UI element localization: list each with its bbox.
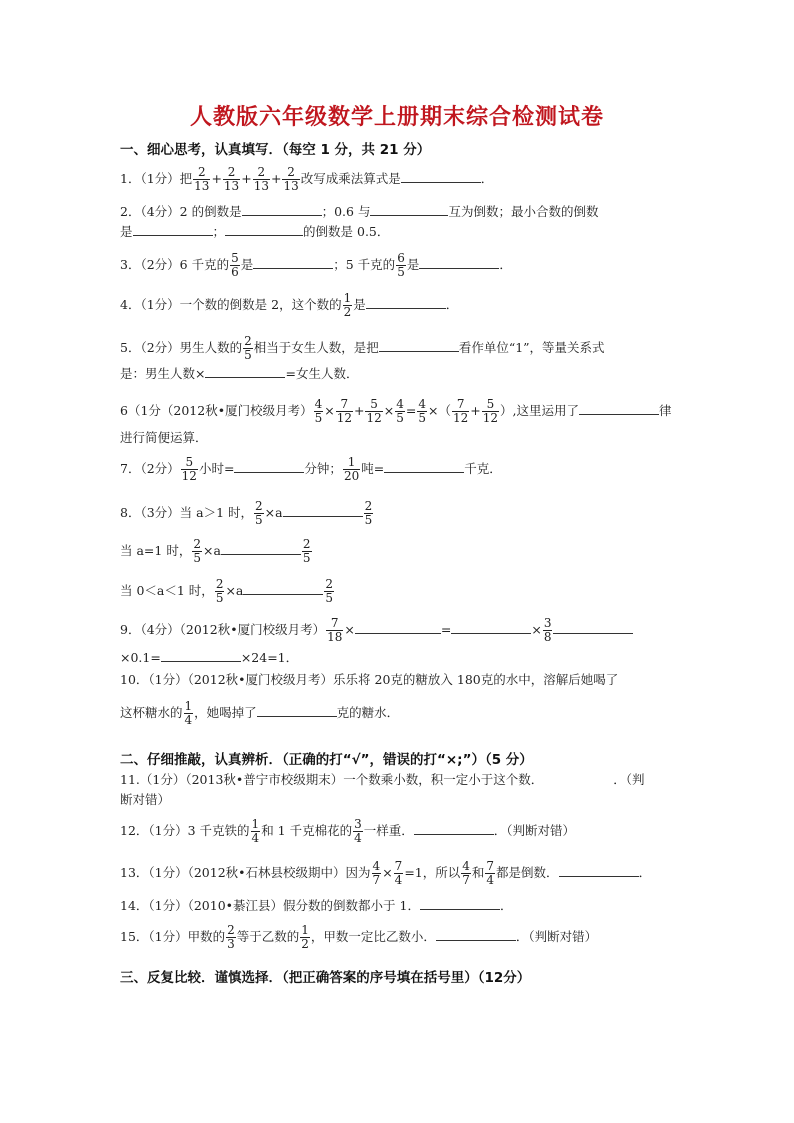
question-5: 5．（2分）男生人数的 $\frac{2}{5}$ 相当于女生人数，是把 看作单位“1”，等量关系式 [120, 334, 605, 362]
answer-blank[interactable] [225, 222, 303, 236]
fraction: $\frac{7}{12}$ [336, 397, 352, 425]
answer-blank[interactable] [133, 222, 213, 236]
fraction: $\frac{2}{5}$ [325, 577, 334, 605]
question-10: 10．（1分）（2012秋•厦门校级月考）乐乐将 20克的糖放入 180克的水中，溶解后她喝了 [120, 672, 619, 687]
fraction: $\frac{2}{5}$ [364, 499, 373, 527]
answer-blank[interactable] [451, 620, 531, 634]
answer-blank[interactable] [205, 364, 285, 378]
answer-blank[interactable] [420, 896, 500, 910]
page-title: 人教版六年级数学上册期末综合检测试卷 [189, 105, 604, 130]
fraction: $\frac{2}{13}$ [194, 165, 210, 193]
answer-blank[interactable] [221, 541, 301, 555]
question-12: 12．（1分）3 千克铁的 $\frac{1}{4}$ 和 1 千克棉花的 $\frac{3}{4}$ 一样重． ．（判断对错） [120, 817, 576, 845]
answer-blank[interactable] [414, 821, 494, 835]
fraction: $\frac{7}{18}$ [327, 616, 343, 644]
answer-blank[interactable] [384, 459, 464, 473]
question-6-cont: 进行简便运算． [120, 430, 208, 445]
answer-blank[interactable] [257, 703, 337, 717]
question-6: 6（1分（2012秋•厦门校级月考） $\frac{4}{5}$ × $\frac{7}{12}$ + $\frac{5}{12}$ × $\frac{4}{5}$ = $\frac{4}{5}$ ×（ $\frac{7}{12}$ + $\frac{5}{12}$ ）,这里运用了 律 [120, 397, 672, 425]
answer-blank[interactable] [243, 581, 323, 595]
question-5-cont: 是：男生人数× =女生人数． [120, 366, 359, 381]
fraction: $\frac{3}{8}$ [543, 616, 552, 644]
answer-blank[interactable] [253, 255, 333, 269]
question-9: 9．（4分）（2012秋•厦门校级月考） $\frac{7}{18}$ × = × $\frac{3}{8}$ [120, 617, 633, 644]
question-10-cont: 这杯糖水的 $\frac{1}{4}$ ，她喝掉了 克的糖水． [120, 699, 400, 727]
fraction: $\frac{2}{5}$ [255, 499, 263, 527]
question-4: 4．（1分）一个数的倒数是 2，这个数的 $\frac{1}{2}$ 是 ． [120, 291, 459, 319]
answer-blank[interactable] [161, 648, 241, 662]
fraction: $\frac{5}{12}$ [366, 397, 382, 425]
fraction: $\frac{4}{7}$ [462, 859, 470, 887]
section-2-heading: 二、仔细推敲，认真辨析．（正确的打“√”，错误的打“×;”）（5 分） [120, 752, 533, 768]
fraction: $\frac{2}{13}$ [253, 165, 269, 193]
question-8-case-2: 当 a=1 时， $\frac{2}{5}$ ×a $\frac{2}{5}$ [120, 537, 311, 565]
question-11: 11.（1分）（2013秋•普宁市校级期末）一个数乘小数，积一定小于这个数． ．（判 [120, 772, 645, 787]
fraction: $\frac{5}{6}$ [231, 251, 239, 279]
question-11-cont: 断对错） [120, 792, 171, 807]
fraction: $\frac{4}{5}$ [396, 397, 404, 425]
answer-blank[interactable] [366, 295, 446, 309]
fraction: $\frac{2}{5}$ [215, 577, 224, 605]
fraction: $\frac{7}{4}$ [486, 859, 495, 887]
fraction: $\frac{1}{2}$ [343, 291, 352, 319]
question-7: 7．（2分） $\frac{5}{12}$ 小时= 分钟； $\frac{1}{20}$ 吨= 千克． [120, 455, 502, 483]
answer-blank[interactable] [370, 202, 448, 216]
section-1-heading: 一、细心思考，认真填写．（每空 1 分，共 21 分） [120, 142, 431, 158]
fraction: $\frac{2}{3}$ [227, 923, 235, 951]
question-1: 1．（1分）把 $\frac{2}{13}$ + $\frac{2}{13}$ + $\frac{2}{13}$ + $\frac{2}{13}$ 改写成乘法算式是 ． [120, 165, 494, 193]
fraction: $\frac{6}{5}$ [397, 251, 405, 279]
answer-blank[interactable] [553, 620, 633, 634]
fraction: $\frac{1}{4}$ [251, 817, 260, 845]
question-9-cont: ×0.1= ×24=1． [120, 650, 299, 665]
fraction: $\frac{2}{5}$ [244, 334, 252, 362]
answer-blank[interactable] [234, 459, 304, 473]
question-2: 2．（4分）2 的倒数是 ；0.6 与 互为倒数；最小合数的倒数 [120, 204, 599, 219]
answer-blank[interactable] [283, 503, 363, 517]
question-15: 15．（1分）甲数的 $\frac{2}{3}$ 等于乙数的 $\frac{1}{2}$ ，甲数一定比乙数小． ．（判断对错） [120, 923, 598, 951]
fraction: $\frac{2}{5}$ [302, 537, 311, 565]
fraction: $\frac{5}{12}$ [482, 397, 499, 425]
fraction: $\frac{7}{4}$ [394, 859, 403, 887]
answer-blank[interactable] [579, 401, 659, 415]
fraction: $\frac{2}{5}$ [193, 537, 201, 565]
question-2-cont: 是 ； 的倒数是 0.5． [120, 224, 390, 239]
answer-blank[interactable] [379, 338, 459, 352]
fraction: $\frac{2}{13}$ [283, 165, 299, 193]
fraction: $\frac{2}{13}$ [223, 165, 240, 193]
question-13: 13．（1分）（2012秋•石林县校级期中）因为 $\frac{4}{7}$ × $\frac{7}{4}$ =1，所以 $\frac{4}{7}$ 和 $\frac{7}{4}$ 都是倒数． ． [120, 859, 652, 887]
fraction: $\frac{7}{12}$ [453, 397, 469, 425]
fraction: $\frac{4}{5}$ [314, 397, 323, 425]
fraction: $\frac{4}{5}$ [418, 397, 427, 425]
answer-blank[interactable] [355, 620, 441, 634]
answer-blank[interactable] [543, 771, 613, 784]
question-8-case-3: 当 0＜a＜1 时， $\frac{2}{5}$ ×a $\frac{2}{5}$ [120, 577, 334, 605]
fraction: $\frac{3}{4}$ [354, 817, 362, 845]
question-14: 14．（1分）（2010•綦江县）假分数的倒数都小于 1． ． [120, 898, 513, 913]
fraction: $\frac{5}{12}$ [181, 455, 197, 483]
fraction: $\frac{1}{20}$ [343, 455, 360, 483]
question-8-case-1: 8．（3分）当 a＞1 时， $\frac{2}{5}$ ×a $\frac{2}{5}$ [120, 499, 373, 527]
question-3: 3．（2分）6 千克的 $\frac{5}{6}$ 是 ；5 千克的 $\frac{6}{5}$ 是 ． [120, 251, 512, 279]
answer-blank[interactable] [436, 927, 516, 941]
answer-blank[interactable] [242, 202, 322, 216]
section-3-heading: 三、反复比较．谨慎选择．（把正确答案的序号填在括号里）（12分） [120, 970, 531, 986]
fraction: $\frac{1}{4}$ [184, 699, 193, 727]
answer-blank[interactable] [419, 255, 499, 269]
answer-blank[interactable] [401, 169, 481, 183]
fraction: $\frac{4}{7}$ [372, 859, 381, 887]
answer-blank[interactable] [559, 863, 639, 877]
fraction: $\frac{1}{2}$ [301, 923, 309, 951]
